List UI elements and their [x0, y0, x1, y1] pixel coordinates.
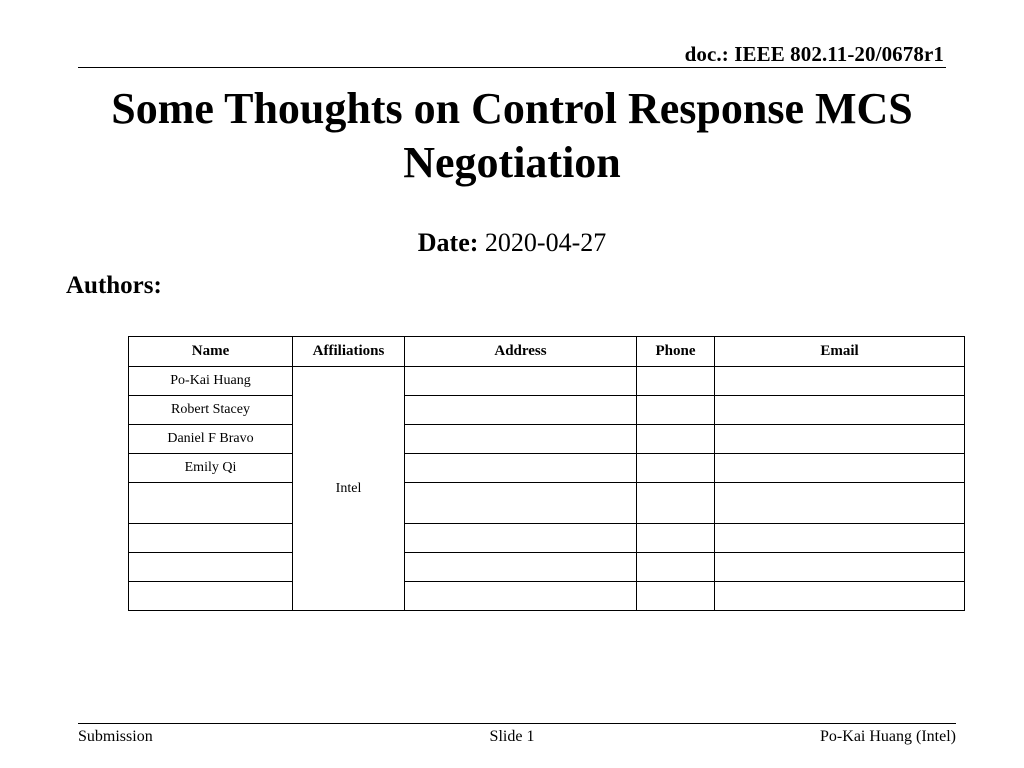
footer-divider — [78, 723, 956, 724]
table-row — [129, 582, 965, 611]
date-label: Date: — [417, 228, 479, 257]
header-address: Address — [405, 337, 637, 367]
email-cell — [715, 553, 965, 582]
author-name: Daniel F Bravo — [129, 425, 293, 454]
phone-cell — [637, 582, 715, 611]
title-line-1: Some Thoughts on Control Response MCS — [111, 84, 913, 133]
email-cell — [715, 454, 965, 483]
email-cell — [715, 524, 965, 553]
table-row — [129, 553, 965, 582]
address-cell — [405, 425, 637, 454]
author-name: Po-Kai Huang — [129, 367, 293, 396]
phone-cell — [637, 425, 715, 454]
title-line-2: Negotiation — [403, 138, 621, 187]
author-name: Robert Stacey — [129, 396, 293, 425]
address-cell — [405, 524, 637, 553]
table-row — [129, 367, 965, 396]
header-email: Email — [715, 337, 965, 367]
date-line — [0, 228, 1024, 258]
header-divider — [78, 67, 946, 68]
slide-title — [40, 82, 984, 190]
table-row — [129, 454, 965, 483]
author-name — [129, 524, 293, 553]
address-cell — [405, 396, 637, 425]
address-cell — [405, 454, 637, 483]
affiliation-cell: Intel — [293, 367, 405, 611]
author-name: Emily Qi — [129, 454, 293, 483]
header-phone: Phone — [637, 337, 715, 367]
document-id: doc.: IEEE 802.11-20/0678r1 — [684, 42, 944, 66]
footer-slide-number: Slide 1 — [489, 728, 535, 745]
email-cell — [715, 396, 965, 425]
email-cell — [715, 425, 965, 454]
phone-cell — [637, 524, 715, 553]
header-affiliations: Affiliations — [293, 337, 405, 367]
email-cell — [715, 483, 965, 524]
address-cell — [405, 582, 637, 611]
address-cell — [405, 367, 637, 396]
phone-cell — [637, 483, 715, 524]
table-row — [129, 524, 965, 553]
address-cell — [405, 483, 637, 524]
phone-cell — [637, 396, 715, 425]
author-name — [129, 553, 293, 582]
phone-cell — [637, 454, 715, 483]
table-header-row — [129, 337, 965, 367]
phone-cell — [637, 367, 715, 396]
table-row — [129, 425, 965, 454]
address-cell — [405, 553, 637, 582]
table-row — [129, 483, 965, 524]
date-value: 2020-04-27 — [484, 228, 607, 257]
email-cell — [715, 367, 965, 396]
email-cell — [715, 582, 965, 611]
authors-table — [128, 336, 965, 611]
table-row — [129, 396, 965, 425]
footer-author: Po-Kai Huang (Intel) — [820, 728, 956, 745]
authors-heading: Authors: — [66, 272, 162, 299]
footer-submission: Submission — [78, 728, 153, 745]
header-name: Name — [129, 337, 293, 367]
author-name — [129, 483, 293, 524]
author-name — [129, 582, 293, 611]
phone-cell — [637, 553, 715, 582]
